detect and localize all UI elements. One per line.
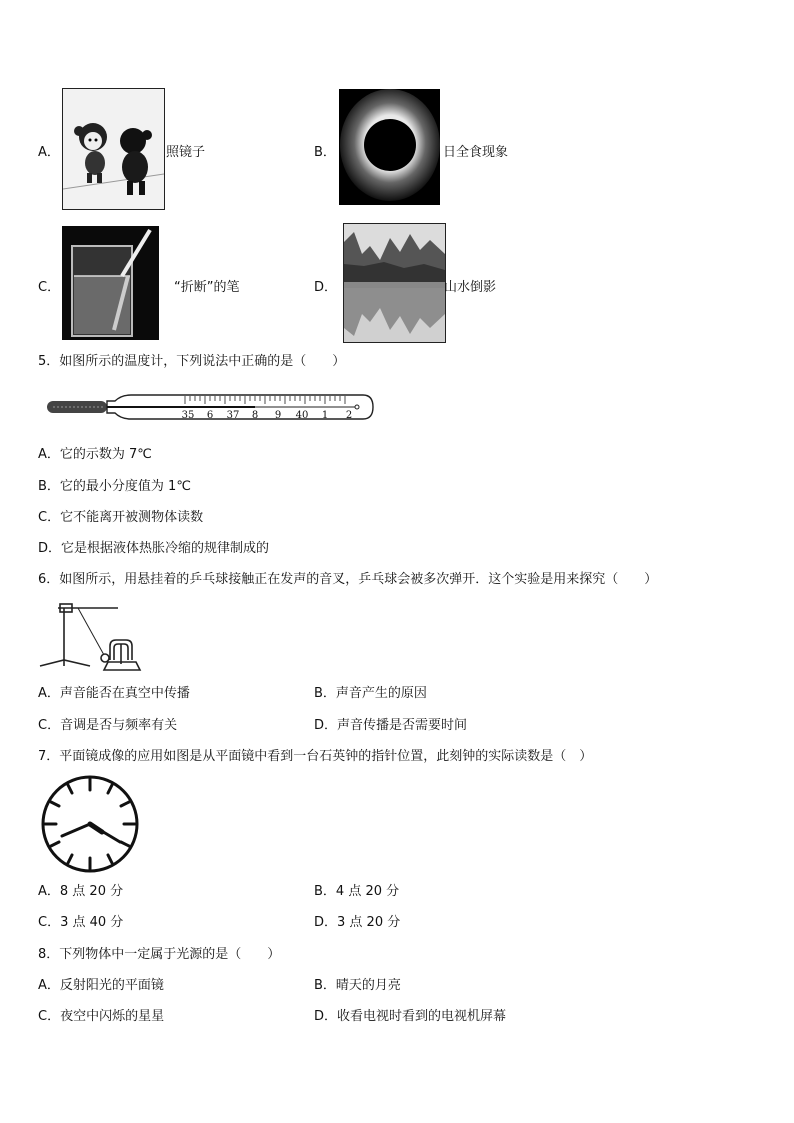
option-letter: A． (38, 145, 60, 160)
mirror-figures-photo (62, 88, 165, 210)
q8-option-a: A．反射阳光的平面镜 (38, 978, 164, 993)
option-caption: 山水倒影 (444, 280, 497, 295)
mirrored-clock-diagram (40, 774, 140, 874)
q5-option-b: B．它的最小分度值为 1℃ (38, 479, 191, 494)
tuning-fork-apparatus-diagram (38, 600, 168, 672)
q8-option-d: D．收看电视时看到的电视机屏幕 (314, 1009, 507, 1024)
q6-option-c: C．音调是否与频率有关 (38, 718, 178, 733)
q6-option-d: D．声音传播是否需要时间 (314, 718, 468, 733)
solar-eclipse-photo (339, 89, 440, 205)
q7-option-b: B．4 点 20 分 (314, 884, 400, 899)
thermometer-diagram (45, 392, 375, 424)
mountain-reflection-photo (343, 223, 446, 343)
option-letter: B． (314, 145, 336, 160)
q7-stem: 7．平面镜成像的应用如图是从平面镜中看到一台石英钟的指针位置，此刻钟的实际读数是（ ） (38, 749, 593, 764)
scale-label: 6 (206, 410, 214, 421)
scale-label: 8 (251, 410, 259, 421)
option-caption: 照镜子 (166, 145, 206, 160)
q5-stem: 5．如图所示的温度计，下列说法中正确的是（ ） (38, 354, 346, 369)
q8-option-c: C．夜空中闪烁的星星 (38, 1009, 165, 1024)
scale-label: 37 (226, 410, 240, 421)
q7-option-a: A．8 点 20 分 (38, 884, 124, 899)
scale-label: 40 (295, 410, 309, 421)
option-letter: D． (314, 280, 338, 295)
q7-option-d: D．3 点 20 分 (314, 915, 401, 930)
option-letter: C． (38, 280, 61, 295)
scale-label: 1 (321, 410, 329, 421)
scale-label: 2 (345, 410, 353, 421)
pen-in-water-photo (62, 226, 159, 340)
q8-option-b: B．晴天的月亮 (314, 978, 401, 993)
q7-option-c: C．3 点 40 分 (38, 915, 124, 930)
q6-option-b: B．声音产生的原因 (314, 686, 427, 701)
option-caption: “折断”的笔 (174, 280, 240, 295)
q6-stem: 6．如图所示，用悬挂着的乒乓球接触正在发声的音叉，乒乓球会被多次弹开．这个实验是用来探究（ ） (38, 572, 658, 587)
q8-stem: 8．下列物体中一定属于光源的是（ ） (38, 947, 281, 962)
q5-option-a: A．它的示数为 7℃ (38, 447, 152, 462)
scale-label: 9 (274, 410, 282, 421)
q5-option-c: C．它不能离开被测物体读数 (38, 510, 204, 525)
option-caption: 日全食现象 (443, 145, 509, 160)
scale-label: 35 (181, 410, 195, 421)
q5-option-d: D．它是根据液体热胀冷缩的规律制成的 (38, 541, 270, 556)
q6-option-a: A．声音能否在真空中传播 (38, 686, 190, 701)
